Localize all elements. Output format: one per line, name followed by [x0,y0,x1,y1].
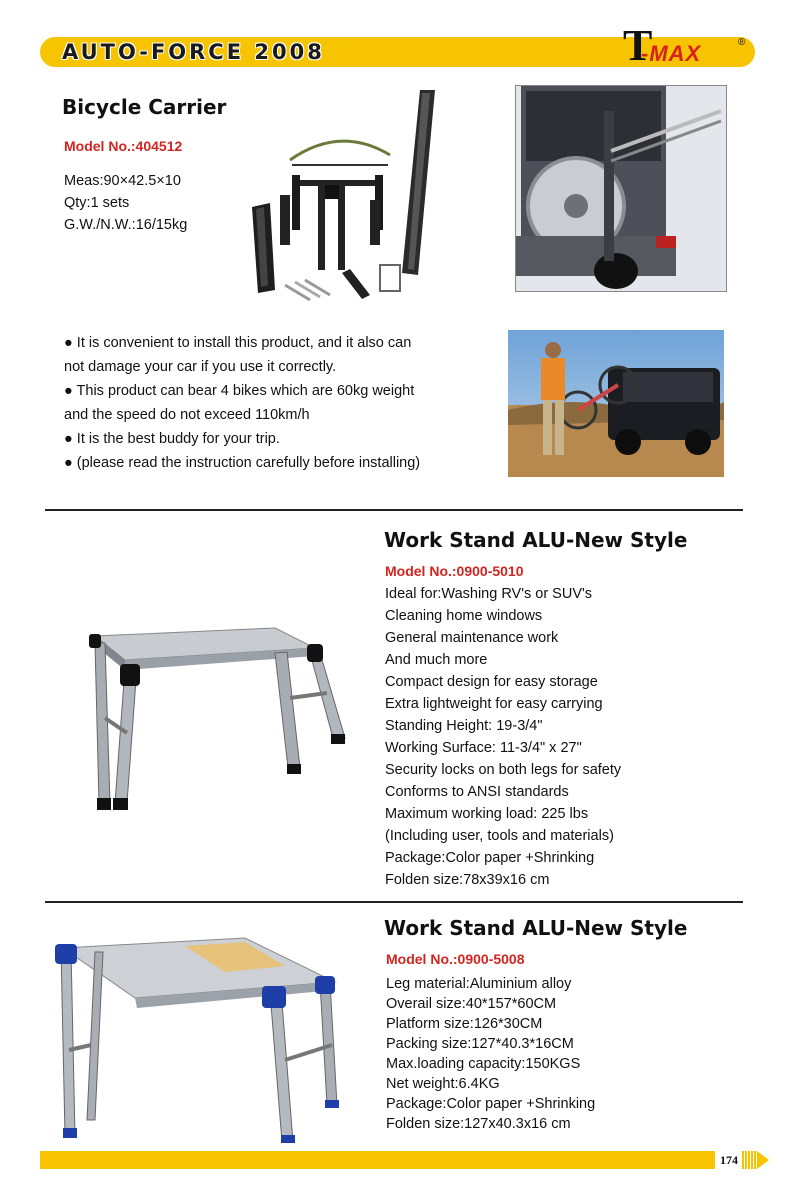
spec-list [64,170,187,236]
bicycle-carrier-image [230,85,440,310]
spec-line: Cleaning home windows [385,608,543,624]
spec-line: Overail size:40*157*60CM [386,996,557,1012]
product-title-bicycle-carrier: Bicycle Carrier [62,95,227,119]
section-divider [45,901,743,903]
brand-logo: -MAX [641,41,702,66]
section-divider [45,509,743,511]
footer-bar [40,1151,715,1169]
spec-line: Folden size:78x39x16 cm [385,872,550,888]
spec-line: Standing Height: 19-3/4" [385,718,543,734]
product-title-work-stand: Work Stand ALU-New Style [384,916,688,940]
spec-line: Working Surface: 11-3/4" x 27" [385,740,582,756]
spec-line: Max.loading capacity:150KGS [386,1056,581,1072]
footer-stripes [742,1151,756,1169]
spec-list [385,583,621,891]
page-number: 174 [716,1151,742,1169]
product-title-work-stand: Work Stand ALU-New Style [384,528,688,552]
registered-mark: ® [738,37,746,48]
model-number: Model No.:404512 [64,138,183,154]
bullet-item: ● This product can bear 4 bikes which are 60kg weight [64,383,415,399]
bullet-item: ● It is the best buddy for your trip. [64,431,280,447]
spec-line: And much more [385,652,488,668]
bullet-item: ● (please read the instruction carefully before installing) [64,455,421,471]
spec-line: Maximum working load: 225 lbs [385,806,589,822]
spec-line: Folden size:127x40.3x16 cm [386,1116,571,1132]
model-number: Model No.:0900-5008 [386,951,525,967]
spec-line: Extra lightweight for easy carrying [385,696,603,712]
spec-line: Qty:1 sets [64,195,130,211]
bullet-item: and the speed do not exceed 110km/h [64,407,310,423]
man-loading-bikes-photo [508,330,724,477]
spec-line: Package:Color paper +Shrinking [386,1096,596,1112]
model-number: Model No.:0900-5010 [385,563,524,579]
next-arrow-icon [757,1151,769,1169]
spec-line: Conforms to ANSI standards [385,784,569,800]
spec-line: Packing size:127*40.3*16CM [386,1036,574,1052]
feature-bullets [64,331,420,475]
spec-line: Platform size:126*30CM [386,1016,543,1032]
spec-list [386,974,595,1134]
spec-line: Meas:90×42.5×10 [64,173,181,189]
spec-line: G.W./N.W.:16/15kg [64,217,188,233]
bullet-item: ● It is convenient to install this product, and it also can [64,335,412,351]
spec-line: Security locks on both legs for safety [385,762,622,778]
spec-line: (Including user, tools and materials) [385,828,614,844]
catalog-title: AUTO-FORCE 2008 [62,40,325,64]
bullet-item: not damage your car if you use it correctly. [64,359,337,375]
spec-line: Ideal for:Washing RV's or SUV's [385,586,593,602]
work-stand-long-image [45,920,345,1145]
spec-line: Compact design for easy storage [385,674,598,690]
work-stand-image [65,598,350,818]
spec-line: General maintenance work [385,630,559,646]
spec-line: Leg material:Aluminium alloy [386,976,572,992]
brand-logo-mark: T [623,21,653,70]
spec-line: Net weight:6.4KG [386,1076,500,1092]
spec-line: Package:Color paper +Shrinking [385,850,595,866]
suv-rear-photo [515,85,727,292]
